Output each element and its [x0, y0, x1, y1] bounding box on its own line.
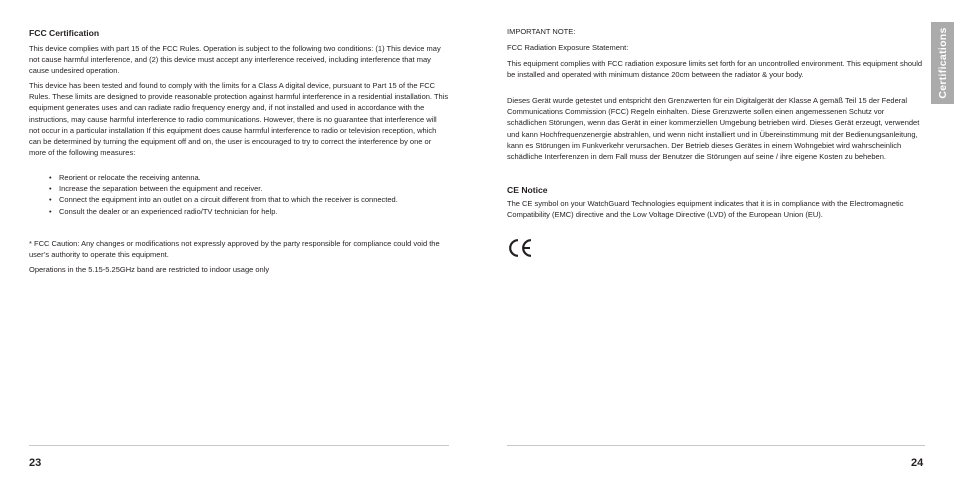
list-item: • Reorient or relocate the receiving antenna. [29, 172, 449, 183]
certifications-side-tab [931, 22, 954, 104]
ce-notice-text: The CE symbol on your WatchGuard Technologies equipment indicates that it is in compliance with the Electromagnetic Compatibility (EMC) directive and the Low Voltage Directive (LVD) of the European Union (EU). [507, 199, 904, 220]
class-a-paragraph: This device has been tested and found to comply with the limits for a Class A digital device, pursuant to Part 15 of the FCC Rules. These limits are designed to provide reasonable protection against harmful interference in a residential installation. This equipment generates uses and can radiate radio frequency energy and, if not installed and used in accordance with the instructions, may cause harmful interference to radio communications. However, there is no guarantee that interference will not occur in a particular installation If this equipment does cause harmful interference to radio or television reception, which can be determined by turning the equipment off and on, the user is encouraged to try to correct the interference by one or more of the following measures: [29, 81, 449, 158]
page-number-right: 24 [911, 457, 924, 469]
list-item: • Consult the dealer or an experienced radio/TV technician for help. [29, 206, 449, 217]
measures-list [29, 172, 449, 217]
page-number-left: 23 [29, 457, 42, 469]
ce-notice-heading: CE Notice [507, 185, 548, 195]
german-compliance-text: Dieses Gerät wurde getestet und entspricht den Grenzwerten für ein Digitalgerät der Klasse A gemäß Teil 15 der Federal Communications Commission (FCC) Regeln einhalten. Diese Grenzwerte sollen einen angemessenen Schutz vor schädlichen Störungen, wenn das Gerät in einer kommerziellen Umgebung betrieben wird. Dieses Gerät erzeugt, verwendet und kann Hochfrequenzenergie abstrahlen, und wenn nicht installiert und in Übereinstimmung mit der Bedienungsanleitung, kann es Störungen im Funkverkehr verursachen. Der Betrieb dieses Gerätes in einem Wohngebiet wird wahrscheinlich schädliche Interferenzen in dem Fall muss der Benutzer die Störungen auf seine / ihre eigene Kosten zu beheben. [507, 96, 920, 162]
fcc-caution-paragraph: * FCC Caution: Any changes or modifications not expressly approved by the party responsible for compliance could void the user’s authority to operate this equipment. [29, 239, 440, 260]
exposure-statement-text: This equipment complies with FCC radiation exposure limits set forth for an uncontrolled environment. This equipment should be installed and operated with minimum distance 20cm between the radiator & your body. [507, 59, 923, 80]
band-restriction-note: Operations in the 5.15-5.25GHz band are restricted to indoor usage only [29, 265, 270, 274]
list-item: • Increase the separation between the equipment and receiver. [29, 183, 449, 194]
exposure-statement-title: FCC Radiation Exposure Statement: [507, 43, 629, 52]
left-footer-rule [29, 445, 449, 446]
right-page [507, 0, 925, 477]
side-tab-label: Certifications [936, 27, 949, 99]
fcc-compliance-paragraph: This device complies with part 15 of the FCC Rules. Operation is subject to the following two conditions: (1) This device may not cause harmful interference, and (2) this device must accept any interference received, including interference that may cause undesired operation. [29, 44, 441, 76]
left-page [29, 0, 449, 477]
ce-mark-icon [507, 238, 533, 258]
right-footer-rule [507, 445, 925, 446]
fcc-certification-heading: FCC Certification [29, 28, 100, 38]
list-item: • Connect the equipment into an outlet on a circuit different from that to which the receiver is connected. [29, 194, 449, 205]
important-note-label: IMPORTANT NOTE: [507, 27, 576, 36]
